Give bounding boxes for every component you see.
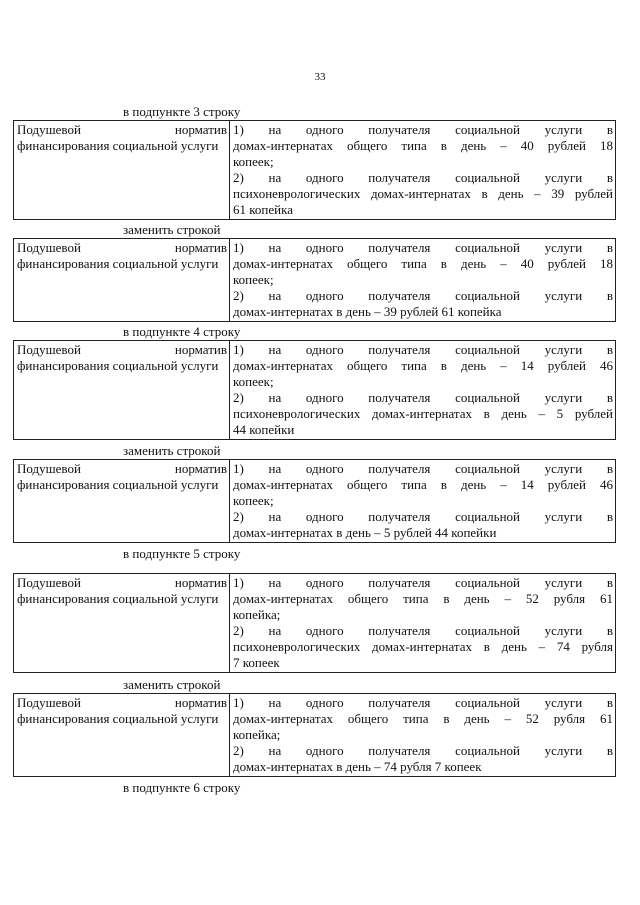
amendment-caption: в подпункте 3 строку bbox=[123, 104, 241, 119]
value-line: 61 копейка bbox=[233, 202, 293, 217]
norm-value-cell bbox=[230, 574, 616, 673]
page-number: 33 bbox=[314, 71, 326, 83]
amendment-caption: в подпункте 4 строку bbox=[123, 324, 241, 339]
table-row bbox=[14, 694, 616, 777]
table-row bbox=[14, 341, 616, 440]
norm-name-cell: Подушевой норматив финансирования социальной услуги bbox=[14, 694, 230, 777]
amendment-table bbox=[13, 340, 616, 440]
value-line: психоневрологических домах-интернатах в день – 39 рублей bbox=[233, 186, 613, 201]
value-line: домах-интернатах в день – 5 рублей 44 копейки bbox=[233, 525, 497, 540]
value-line: 2) на одного получателя социальной услуги в bbox=[233, 288, 613, 303]
value-line: 44 копейки bbox=[233, 422, 295, 437]
value-line: копейка; bbox=[233, 607, 281, 622]
amendment-caption: заменить строкой bbox=[123, 443, 221, 458]
value-line: домах-интернатах в день – 39 рублей 61 копейка bbox=[233, 304, 502, 319]
value-line: 2) на одного получателя социальной услуги в bbox=[233, 509, 613, 524]
value-line: домах-интернатах общего типа в день – 14 рублей 46 bbox=[233, 477, 613, 492]
value-line: копеек; bbox=[233, 374, 274, 389]
value-line: 2) на одного получателя социальной услуги в bbox=[233, 390, 613, 405]
norm-name-cell: Подушевой норматив финансирования социальной услуги bbox=[14, 341, 230, 440]
value-line: 7 копеек bbox=[233, 655, 280, 670]
amendment-table bbox=[13, 238, 616, 322]
value-line: 2) на одного получателя социальной услуги в bbox=[233, 623, 613, 638]
table-row bbox=[14, 460, 616, 543]
value-line: домах-интернатах общего типа в день – 40 рублей 18 bbox=[233, 138, 613, 153]
amendment-caption: в подпункте 6 строку bbox=[123, 780, 241, 795]
amendment-caption: заменить строкой bbox=[123, 222, 221, 237]
value-line: копеек; bbox=[233, 154, 274, 169]
table-row bbox=[14, 239, 616, 322]
norm-value-cell bbox=[230, 460, 616, 543]
value-line: копейка; bbox=[233, 727, 281, 742]
value-line: 1) на одного получателя социальной услуги в bbox=[233, 240, 613, 255]
table-row bbox=[14, 121, 616, 220]
amendment-table bbox=[13, 459, 616, 543]
amendment-table bbox=[13, 573, 616, 673]
value-line: копеек; bbox=[233, 493, 274, 508]
value-line: 2) на одного получателя социальной услуги в bbox=[233, 743, 613, 758]
norm-value-cell bbox=[230, 121, 616, 220]
value-line: 1) на одного получателя социальной услуги в bbox=[233, 461, 613, 476]
amendment-caption: в подпункте 5 строку bbox=[123, 546, 241, 561]
norm-name-cell: Подушевой норматив финансирования социальной услуги bbox=[14, 460, 230, 543]
value-line: домах-интернатах общего типа в день – 14 рублей 46 bbox=[233, 358, 613, 373]
value-line: 1) на одного получателя социальной услуги в bbox=[233, 695, 613, 710]
amendment-caption: заменить строкой bbox=[123, 677, 221, 692]
amendment-table bbox=[13, 120, 616, 220]
norm-name-cell: Подушевой норматив финансирования социальной услуги bbox=[14, 239, 230, 322]
value-line: 1) на одного получателя социальной услуги в bbox=[233, 122, 613, 137]
norm-value-cell bbox=[230, 239, 616, 322]
value-line: домах-интернатах в день – 74 рубля 7 копеек bbox=[233, 759, 482, 774]
value-line: психоневрологических домах-интернатах в день – 5 рублей bbox=[233, 406, 613, 421]
norm-name-cell: Подушевой норматив финансирования социальной услуги bbox=[14, 574, 230, 673]
norm-value-cell bbox=[230, 694, 616, 777]
norm-value-cell bbox=[230, 341, 616, 440]
value-line: психоневрологических домах-интернатах в день – 74 рубля bbox=[233, 639, 613, 654]
amendment-table bbox=[13, 693, 616, 777]
value-line: копеек; bbox=[233, 272, 274, 287]
value-line: 1) на одного получателя социальной услуги в bbox=[233, 575, 613, 590]
table-row bbox=[14, 574, 616, 673]
value-line: домах-интернатах общего типа в день – 52 рубля 61 bbox=[233, 591, 613, 606]
norm-name-cell: Подушевой норматив финансирования социальной услуги bbox=[14, 121, 230, 220]
value-line: 2) на одного получателя социальной услуги в bbox=[233, 170, 613, 185]
value-line: домах-интернатах общего типа в день – 52 рубля 61 bbox=[233, 711, 613, 726]
value-line: домах-интернатах общего типа в день – 40 рублей 18 bbox=[233, 256, 613, 271]
value-line: 1) на одного получателя социальной услуги в bbox=[233, 342, 613, 357]
